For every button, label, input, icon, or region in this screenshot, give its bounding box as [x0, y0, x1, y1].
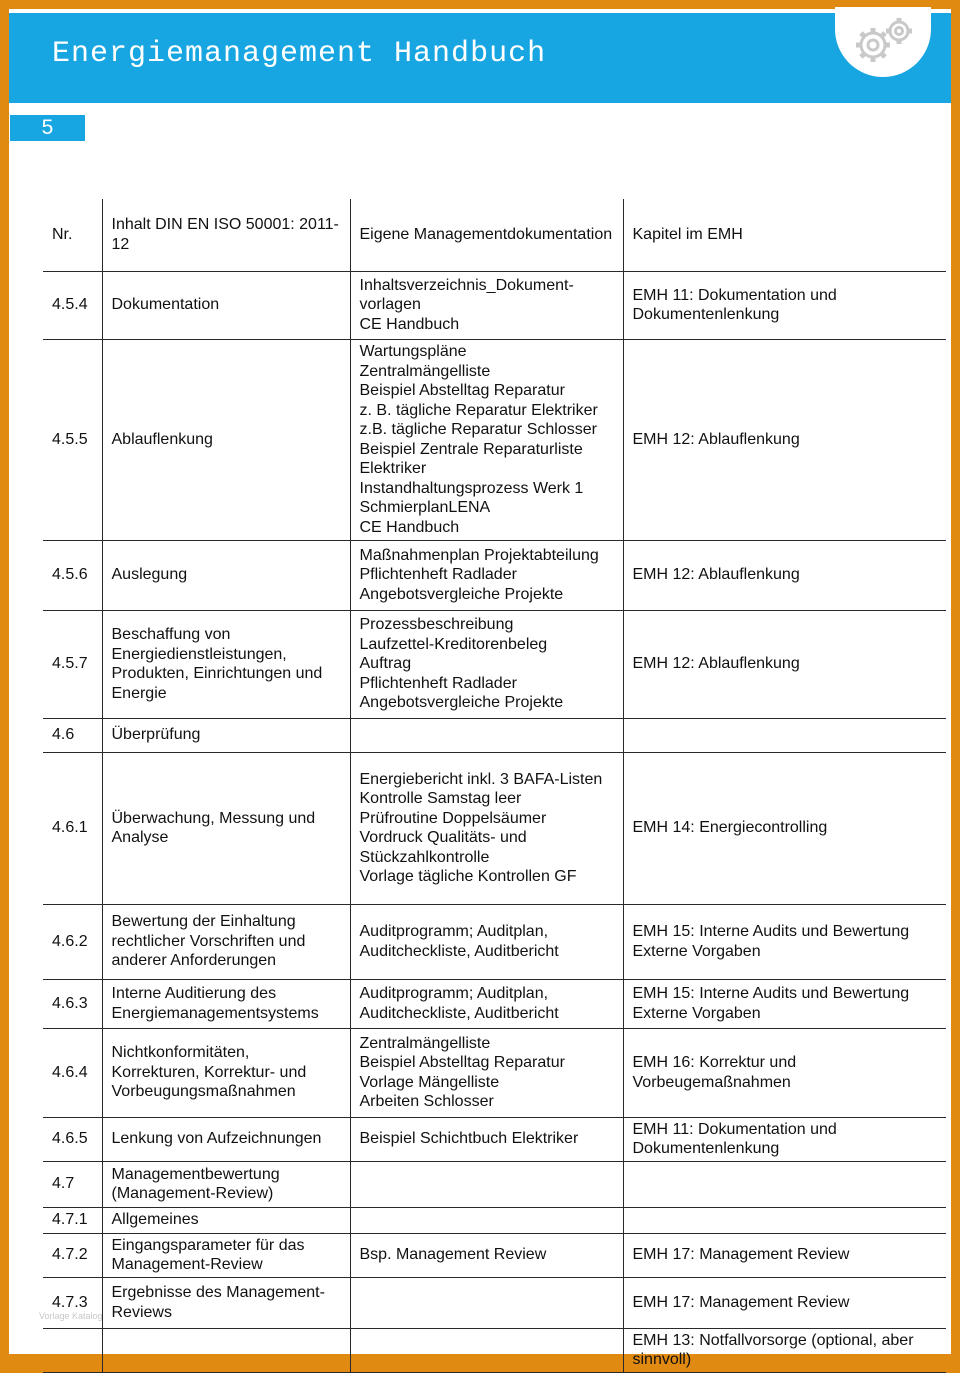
- row-kapitel: EMH 17: Management Review: [623, 1233, 946, 1277]
- row-doku: [350, 752, 623, 904]
- row-inhalt: Dokumentation: [102, 271, 350, 339]
- table-row: [43, 979, 946, 1028]
- doku-line: Prozessbeschreibung: [359, 616, 514, 634]
- table-row: [43, 339, 946, 540]
- row-doku: [350, 271, 623, 339]
- doku-line: z. B. tägliche Reparatur Elektriker: [359, 401, 598, 419]
- row-inhalt: Interne Auditierung des Energiemanagementsystems: [102, 979, 350, 1028]
- row-nr: 4.5.5: [43, 339, 102, 540]
- table-row: [43, 752, 946, 904]
- row-nr: 4.5.6: [43, 540, 102, 610]
- doku-line: Auditprogramm; Auditplan, Auditcheckliste, Auditbericht: [359, 985, 559, 1022]
- row-inhalt: Ablauflenkung: [102, 339, 350, 540]
- doku-line: Maßnahmenplan Projektabteilung: [359, 546, 599, 564]
- table-row: [43, 1028, 946, 1117]
- row-inhalt: Überwachung, Messung und Analyse: [102, 752, 350, 904]
- row-kapitel: EMH 11: Dokumentation und Dokumentenlenkung: [623, 1117, 946, 1161]
- iso-mapping-table: [43, 199, 946, 1373]
- row-doku: [350, 610, 623, 718]
- row-doku: [350, 718, 623, 752]
- row-inhalt: Allgemeines: [102, 1207, 350, 1233]
- document-page: [9, 9, 951, 1368]
- doku-line: Vorlage tägliche Kontrollen GF: [359, 868, 577, 885]
- row-kapitel: EMH 15: Interne Audits und Bewertung Externe Vorgaben: [623, 904, 946, 979]
- row-kapitel: EMH 14: Energiecontrolling: [623, 752, 946, 904]
- row-nr: 4.6.2: [43, 904, 102, 979]
- row-nr: 4.6.3: [43, 979, 102, 1028]
- row-kapitel: EMH 11: Dokumentation und Dokumentenlenkung: [623, 271, 946, 339]
- row-doku: [350, 979, 623, 1028]
- row-nr: 4.7: [43, 1161, 102, 1207]
- header-kapitel: Kapitel im EMH: [623, 199, 946, 271]
- row-doku: [350, 339, 623, 540]
- doku-line: Bsp. Management Review: [359, 1246, 547, 1264]
- doku-line: Energiebericht inkl. 3 BAFA-Listen: [359, 770, 603, 788]
- table-row: [43, 1328, 946, 1372]
- table-row: [43, 904, 946, 979]
- row-kapitel: EMH 12: Ablauflenkung: [623, 540, 946, 610]
- table-row: [43, 718, 946, 752]
- row-nr: 4.6.1: [43, 752, 102, 904]
- table-body: [43, 199, 946, 1372]
- row-doku: [350, 1207, 623, 1233]
- doku-line: Pflichtenheft Radlader: [359, 566, 517, 584]
- row-inhalt: Beschaffung von Energiedienstleistungen, Produkten, Einrichtungen und Energie: [102, 610, 350, 718]
- table-row: [43, 1277, 946, 1328]
- doku-line: z.B. tägliche Reparatur Schlosser: [359, 421, 597, 438]
- row-doku: [350, 1028, 623, 1117]
- doku-line: Prüfroutine Doppelsäumer: [359, 809, 547, 827]
- row-inhalt: [102, 1328, 350, 1372]
- doku-line: Beispiel Abstelltag Reparatur: [359, 1054, 565, 1071]
- doku-line: CE Handbuch: [359, 518, 460, 536]
- row-inhalt: Auslegung: [102, 540, 350, 610]
- row-nr: 4.6.5: [43, 1117, 102, 1161]
- table-row: [43, 1207, 946, 1233]
- row-doku: [350, 1328, 623, 1372]
- table-header-row: [43, 199, 946, 271]
- row-doku: [350, 1161, 623, 1207]
- watermark-text: Vorlage Katalog: [39, 1311, 103, 1321]
- table-row: [43, 271, 946, 339]
- doku-line: Vordruck Qualitäts- und Stückzahlkontrolle: [359, 829, 527, 866]
- row-kapitel: EMH 13: Notfallvorsorge (optional, aber sinnvoll): [623, 1328, 946, 1372]
- doku-line: Instandhaltungsprozess Werk 1: [359, 479, 584, 497]
- doku-line: Beispiel Schichtbuch Elektriker: [359, 1130, 579, 1148]
- row-kapitel: EMH 17: Management Review: [623, 1277, 946, 1328]
- doku-line: Kontrolle Samstag leer: [359, 790, 522, 807]
- row-nr: 4.5.7: [43, 610, 102, 718]
- header-nr: Nr.: [43, 199, 102, 271]
- doku-line: Beispiel Zentrale Reparaturliste Elektriker: [359, 440, 583, 477]
- row-inhalt: Bewertung der Einhaltung rechtlicher Vorschriften und anderer Anforderungen: [102, 904, 350, 979]
- row-kapitel: EMH 15: Interne Audits und Bewertung Externe Vorgaben: [623, 979, 946, 1028]
- row-kapitel: [623, 718, 946, 752]
- row-doku: [350, 1277, 623, 1328]
- row-kapitel: [623, 1207, 946, 1233]
- page-number: 5: [10, 115, 85, 141]
- table-row: [43, 610, 946, 718]
- row-doku: [350, 1117, 623, 1161]
- row-nr: 4.6: [43, 718, 102, 752]
- doku-line: SchmierplanLENA: [359, 499, 491, 516]
- row-nr: 4.7.1: [43, 1207, 102, 1233]
- row-nr: [43, 1328, 102, 1372]
- row-inhalt: Lenkung von Aufzeichnungen: [102, 1117, 350, 1161]
- header-inhalt: Inhalt DIN EN ISO 50001: 2011-12: [102, 199, 350, 271]
- row-nr: 4.7.3: [43, 1277, 102, 1328]
- doku-line: Beispiel Abstelltag Reparatur: [359, 382, 565, 399]
- doku-line: Arbeiten Schlosser: [359, 1093, 494, 1110]
- doku-line: CE Handbuch: [359, 315, 460, 333]
- row-inhalt: Nichtkonformitäten, Korrekturen, Korrektur- und Vorbeugungsmaßnahmen: [102, 1028, 350, 1117]
- table-row: [43, 1233, 946, 1277]
- doku-line: Angebotsvergleiche Projekte: [359, 585, 564, 603]
- logo-badge: [835, 7, 931, 77]
- row-kapitel: EMH 12: Ablauflenkung: [623, 610, 946, 718]
- table-row: [43, 540, 946, 610]
- row-doku: [350, 540, 623, 610]
- doku-line: Wartungspläne: [359, 343, 467, 360]
- row-kapitel: [623, 1161, 946, 1207]
- doku-line: Pflichtenheft Radlader: [359, 674, 517, 692]
- doku-line: Auftrag: [359, 655, 412, 673]
- row-nr: 4.5.4: [43, 271, 102, 339]
- doku-line: Vorlage Mängelliste: [359, 1073, 500, 1091]
- header-banner: [9, 13, 951, 103]
- doku-line: Zentralmängelliste: [359, 1034, 491, 1052]
- table-row: [43, 1161, 946, 1207]
- row-inhalt: Überprüfung: [102, 718, 350, 752]
- row-inhalt: Ergebnisse des Management-Reviews: [102, 1277, 350, 1328]
- doku-line: Auditprogramm; Auditplan, Auditcheckliste, Auditbericht: [359, 923, 559, 960]
- row-kapitel: EMH 16: Korrektur und Vorbeugemaßnahmen: [623, 1028, 946, 1117]
- row-nr: 4.7.2: [43, 1233, 102, 1277]
- doku-line: Laufzettel-Kreditorenbeleg: [359, 635, 548, 653]
- row-inhalt: Eingangsparameter für das Management-Review: [102, 1233, 350, 1277]
- row-doku: [350, 1233, 623, 1277]
- row-doku: [350, 904, 623, 979]
- row-kapitel: EMH 12: Ablauflenkung: [623, 339, 946, 540]
- row-nr: 4.6.4: [43, 1028, 102, 1117]
- row-inhalt: Managementbewertung (Management-Review): [102, 1161, 350, 1207]
- gears-icon: [847, 15, 919, 69]
- document-title: Energiemanagement Handbuch: [52, 37, 547, 71]
- table-row: [43, 1117, 946, 1161]
- doku-line: Angebotsvergleiche Projekte: [359, 694, 564, 712]
- doku-line: Zentralmängelliste: [359, 362, 491, 380]
- doku-line: Inhaltsverzeichnis_Dokument-vorlagen: [359, 276, 574, 314]
- header-doku: Eigene Managementdokumentation: [350, 199, 623, 271]
